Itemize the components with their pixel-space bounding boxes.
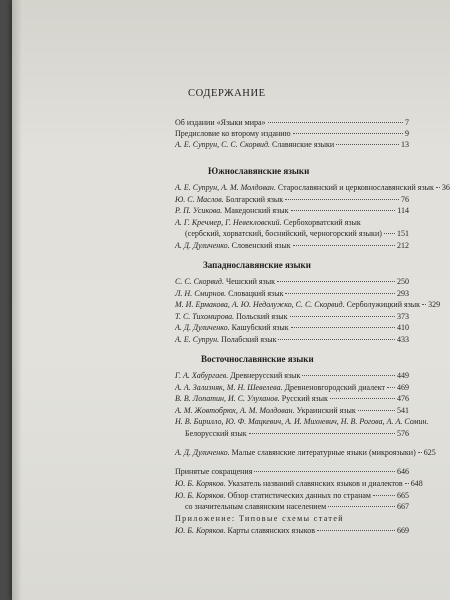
toc-entry-text: Полабский язык bbox=[219, 334, 277, 344]
toc-entry-title bbox=[175, 405, 356, 416]
toc-entry-text: Древненовгородский диалект bbox=[282, 382, 385, 392]
toc-entry-title bbox=[175, 276, 275, 287]
toc-entry bbox=[175, 416, 429, 427]
toc-entry bbox=[175, 194, 409, 205]
toc-entry bbox=[175, 117, 409, 128]
toc-page-number: 541 bbox=[397, 405, 409, 415]
toc-entry bbox=[175, 393, 409, 404]
toc-entry-title bbox=[175, 117, 266, 128]
toc-entry-text: Малые славянские литературные языки (микроязыки) bbox=[229, 448, 416, 457]
toc-entry bbox=[175, 382, 409, 393]
toc-entry-text: Русский язык bbox=[279, 394, 328, 403]
leader-dots bbox=[254, 471, 395, 472]
toc-page-number: 114 bbox=[397, 206, 409, 215]
toc-entry bbox=[175, 288, 409, 299]
leader-dots bbox=[268, 122, 403, 123]
toc-page-number: 469 bbox=[397, 382, 409, 392]
toc-entry-title bbox=[175, 299, 420, 310]
toc-entry-author: В. В. Лопатин, И. С. Улуханов. bbox=[175, 394, 280, 403]
leader-dots bbox=[278, 339, 395, 340]
toc-entry-title bbox=[175, 288, 283, 299]
toc-entry-text: Обзор статистических данных по странам bbox=[225, 490, 371, 500]
toc-page-number: 7 bbox=[405, 118, 409, 127]
toc-entry bbox=[175, 217, 409, 228]
toc-entry-author: А. Е. Супрун, С. С. Скорвид. bbox=[175, 140, 271, 149]
toc-page-number: 36 bbox=[441, 183, 450, 192]
leader-dots bbox=[249, 433, 395, 434]
leader-dots bbox=[373, 495, 395, 496]
toc-page-number: 9 bbox=[405, 129, 409, 138]
leader-dots bbox=[293, 133, 403, 134]
toc-entry-text: Украинский язык bbox=[294, 405, 356, 415]
toc-entry-text: Древнерусский язык bbox=[228, 371, 301, 380]
toc-entry-author: А. Д. Дуличенко. bbox=[175, 448, 230, 457]
toc-entry-text: Приложение: Типовые схемы статей bbox=[175, 514, 344, 524]
toc-entry-title bbox=[175, 447, 416, 458]
toc-entry-text: Белорусский язык bbox=[185, 428, 247, 438]
toc-entry bbox=[175, 447, 436, 458]
toc-page-number: 646 bbox=[397, 467, 409, 476]
toc-page-number: 665 bbox=[397, 490, 409, 500]
leader-dots bbox=[285, 199, 399, 200]
toc-entry-title bbox=[175, 240, 291, 251]
toc-entry-text: со значительным славянским населением bbox=[185, 502, 327, 512]
toc-entry-author: М. И. Ермакова, А. Ю. Недолужко, С. С. Скорвид. bbox=[175, 300, 345, 309]
toc-entry-text: Болгарский язык bbox=[223, 194, 284, 204]
toc-page-number: 449 bbox=[397, 371, 409, 380]
toc-page-number: 212 bbox=[397, 240, 409, 250]
toc-entry bbox=[175, 311, 409, 322]
toc-entry bbox=[175, 478, 423, 489]
leader-dots bbox=[336, 144, 399, 145]
toc-entry-text: Об издании «Языки мира» bbox=[175, 118, 266, 127]
toc-entry-title bbox=[175, 311, 288, 322]
toc-entry-title bbox=[175, 513, 344, 524]
toc-entry-author: Н. В. Бирилло, Ю. Ф. Мацкевич, А. И. Михневич, Н. В. Рогова, А. А. Сомин. bbox=[175, 417, 429, 426]
toc-entry-author: А. Е. Супрун. bbox=[175, 334, 220, 344]
toc-page-number: 576 bbox=[397, 428, 409, 438]
toc-entry-text: Принятые сокращения bbox=[175, 467, 253, 476]
toc-entry-text: Польский язык bbox=[234, 311, 288, 321]
toc-entry-author: Г. А. Хабургаев. bbox=[175, 371, 229, 380]
toc-entry-text: Словацкий язык bbox=[226, 288, 284, 298]
toc-entry-title bbox=[175, 322, 289, 333]
toc-entry-title bbox=[175, 194, 283, 205]
page-title: СОДЕРЖАНИЕ bbox=[188, 88, 266, 99]
toc-page-number: 648 bbox=[410, 478, 423, 488]
toc-entry-title bbox=[175, 478, 403, 489]
toc-entry-text: Словенский язык bbox=[229, 240, 291, 250]
toc-entry-text: Сербохорватский язык bbox=[281, 217, 361, 227]
toc-page-number: 13 bbox=[401, 140, 409, 149]
toc-entry-text: Указатель названий славянских языков и диалектов bbox=[225, 478, 403, 488]
section-heading: Западнославянские языки bbox=[203, 260, 311, 270]
toc-entry-title bbox=[175, 334, 276, 345]
toc-entry-title bbox=[175, 393, 328, 404]
section-heading: Южнославянские языки bbox=[208, 166, 310, 176]
toc-entry-author: Л. Н. Смирнов. bbox=[175, 288, 227, 298]
toc-entry-author: А. Д. Дуличенко. bbox=[175, 323, 230, 332]
leader-dots bbox=[358, 410, 395, 411]
leader-dots bbox=[328, 506, 395, 507]
toc-entry-text: (сербский, хорватский, боснийский, черногорский языки) bbox=[185, 229, 382, 238]
leader-dots bbox=[302, 375, 395, 376]
book-page bbox=[12, 0, 450, 600]
toc-page-number: 433 bbox=[397, 334, 409, 344]
toc-entry-author: А. Г. Кречмер, Г. Невекловский. bbox=[175, 217, 282, 227]
toc-entry-title bbox=[175, 525, 315, 536]
toc-entry bbox=[175, 128, 409, 139]
toc-page-number: 625 bbox=[423, 448, 436, 457]
toc-entry-title bbox=[175, 128, 291, 139]
toc-entry-title bbox=[175, 217, 361, 228]
toc-entry-title bbox=[185, 501, 326, 512]
toc-entry-title bbox=[175, 466, 252, 477]
toc-entry bbox=[175, 513, 409, 524]
section-heading: Восточнославянские языки bbox=[201, 354, 314, 364]
leader-dots bbox=[285, 293, 395, 294]
leader-dots bbox=[291, 327, 395, 328]
toc-page-number: 669 bbox=[397, 526, 409, 535]
toc-entry-title bbox=[175, 182, 434, 193]
leader-dots bbox=[317, 530, 395, 531]
toc-entry-text: Карты славянских языков bbox=[225, 526, 315, 535]
toc-entry-text: Македонский язык bbox=[222, 206, 289, 215]
leader-dots bbox=[290, 316, 395, 317]
toc-entry-text: Старославянский и церковнославянский язык bbox=[275, 183, 434, 192]
leader-dots bbox=[293, 245, 395, 246]
toc-entry bbox=[175, 322, 409, 333]
toc-entry bbox=[175, 139, 409, 150]
toc-entry-author: С. С. Скорвид. bbox=[175, 277, 224, 286]
toc-page-number: 293 bbox=[397, 288, 409, 298]
toc-entry bbox=[175, 466, 409, 477]
toc-entry-author: Ю. Б. Коряков. bbox=[175, 478, 226, 488]
toc-entry-author: А. Е. Супрун, А. М. Молдован. bbox=[175, 183, 276, 192]
toc-entry bbox=[175, 490, 409, 501]
toc-entry-author: А. Д. Дуличенко. bbox=[175, 240, 230, 250]
toc-entry-title bbox=[175, 205, 289, 216]
toc-page-number: 250 bbox=[397, 277, 409, 286]
leader-dots bbox=[384, 233, 395, 234]
toc-entry bbox=[175, 405, 409, 416]
toc-entry-text: Чешский язык bbox=[223, 277, 275, 286]
leader-dots bbox=[330, 398, 395, 399]
toc-entry bbox=[175, 334, 409, 345]
toc-entry bbox=[175, 370, 409, 381]
toc-entry-title bbox=[185, 428, 247, 439]
toc-entry-title bbox=[175, 139, 334, 150]
toc-page-number: 76 bbox=[401, 194, 409, 204]
toc-entry bbox=[175, 240, 409, 251]
toc-entry-author: А. М. Жовтобрюх, А. М. Молдован. bbox=[175, 405, 295, 415]
toc-entry bbox=[175, 525, 409, 536]
toc-entry-title bbox=[175, 370, 300, 381]
toc-entry-text: Кашубский язык bbox=[229, 323, 289, 332]
toc-entry-title bbox=[175, 382, 385, 393]
toc-entry-author: Р. П. Усикова. bbox=[175, 206, 223, 215]
toc-entry-author: Ю. Б. Коряков. bbox=[175, 490, 226, 500]
toc-entry bbox=[175, 299, 441, 310]
leader-dots bbox=[422, 304, 426, 305]
toc-entry bbox=[185, 228, 409, 239]
toc-entry-text: Славянские языки bbox=[270, 140, 335, 149]
toc-entry bbox=[175, 276, 409, 287]
toc-entry-title bbox=[175, 416, 429, 427]
leader-dots bbox=[418, 452, 422, 453]
toc-page-number: 410 bbox=[397, 323, 409, 332]
toc-page-number: 373 bbox=[397, 311, 409, 321]
toc-entry-title bbox=[175, 490, 371, 501]
toc-entry-author: Ю. С. Маслов. bbox=[175, 194, 224, 204]
leader-dots bbox=[405, 483, 409, 484]
toc-entry bbox=[185, 428, 409, 439]
toc-page-number: 476 bbox=[397, 394, 409, 403]
toc-entry-text: Предисловие ко второму изданию bbox=[175, 129, 291, 138]
leader-dots bbox=[436, 187, 440, 188]
leader-dots bbox=[387, 387, 395, 388]
toc-entry bbox=[185, 501, 409, 512]
toc-page-number: 151 bbox=[397, 229, 409, 238]
toc-entry-author: Т. С. Тихомирова. bbox=[175, 311, 235, 321]
leader-dots bbox=[291, 210, 396, 211]
toc-entry bbox=[175, 182, 450, 193]
toc-page-number: 329 bbox=[428, 300, 441, 309]
toc-entry-author: А. А. Зализняк, М. Н. Шевелева. bbox=[175, 382, 283, 392]
toc-page-number: 667 bbox=[397, 502, 409, 512]
leader-dots bbox=[277, 281, 395, 282]
toc-entry-title bbox=[185, 228, 382, 239]
toc-entry-text: Серболужицкий язык bbox=[344, 300, 421, 309]
toc-entry bbox=[175, 205, 409, 216]
toc-entry-author: Ю. Б. Коряков. bbox=[175, 526, 226, 535]
